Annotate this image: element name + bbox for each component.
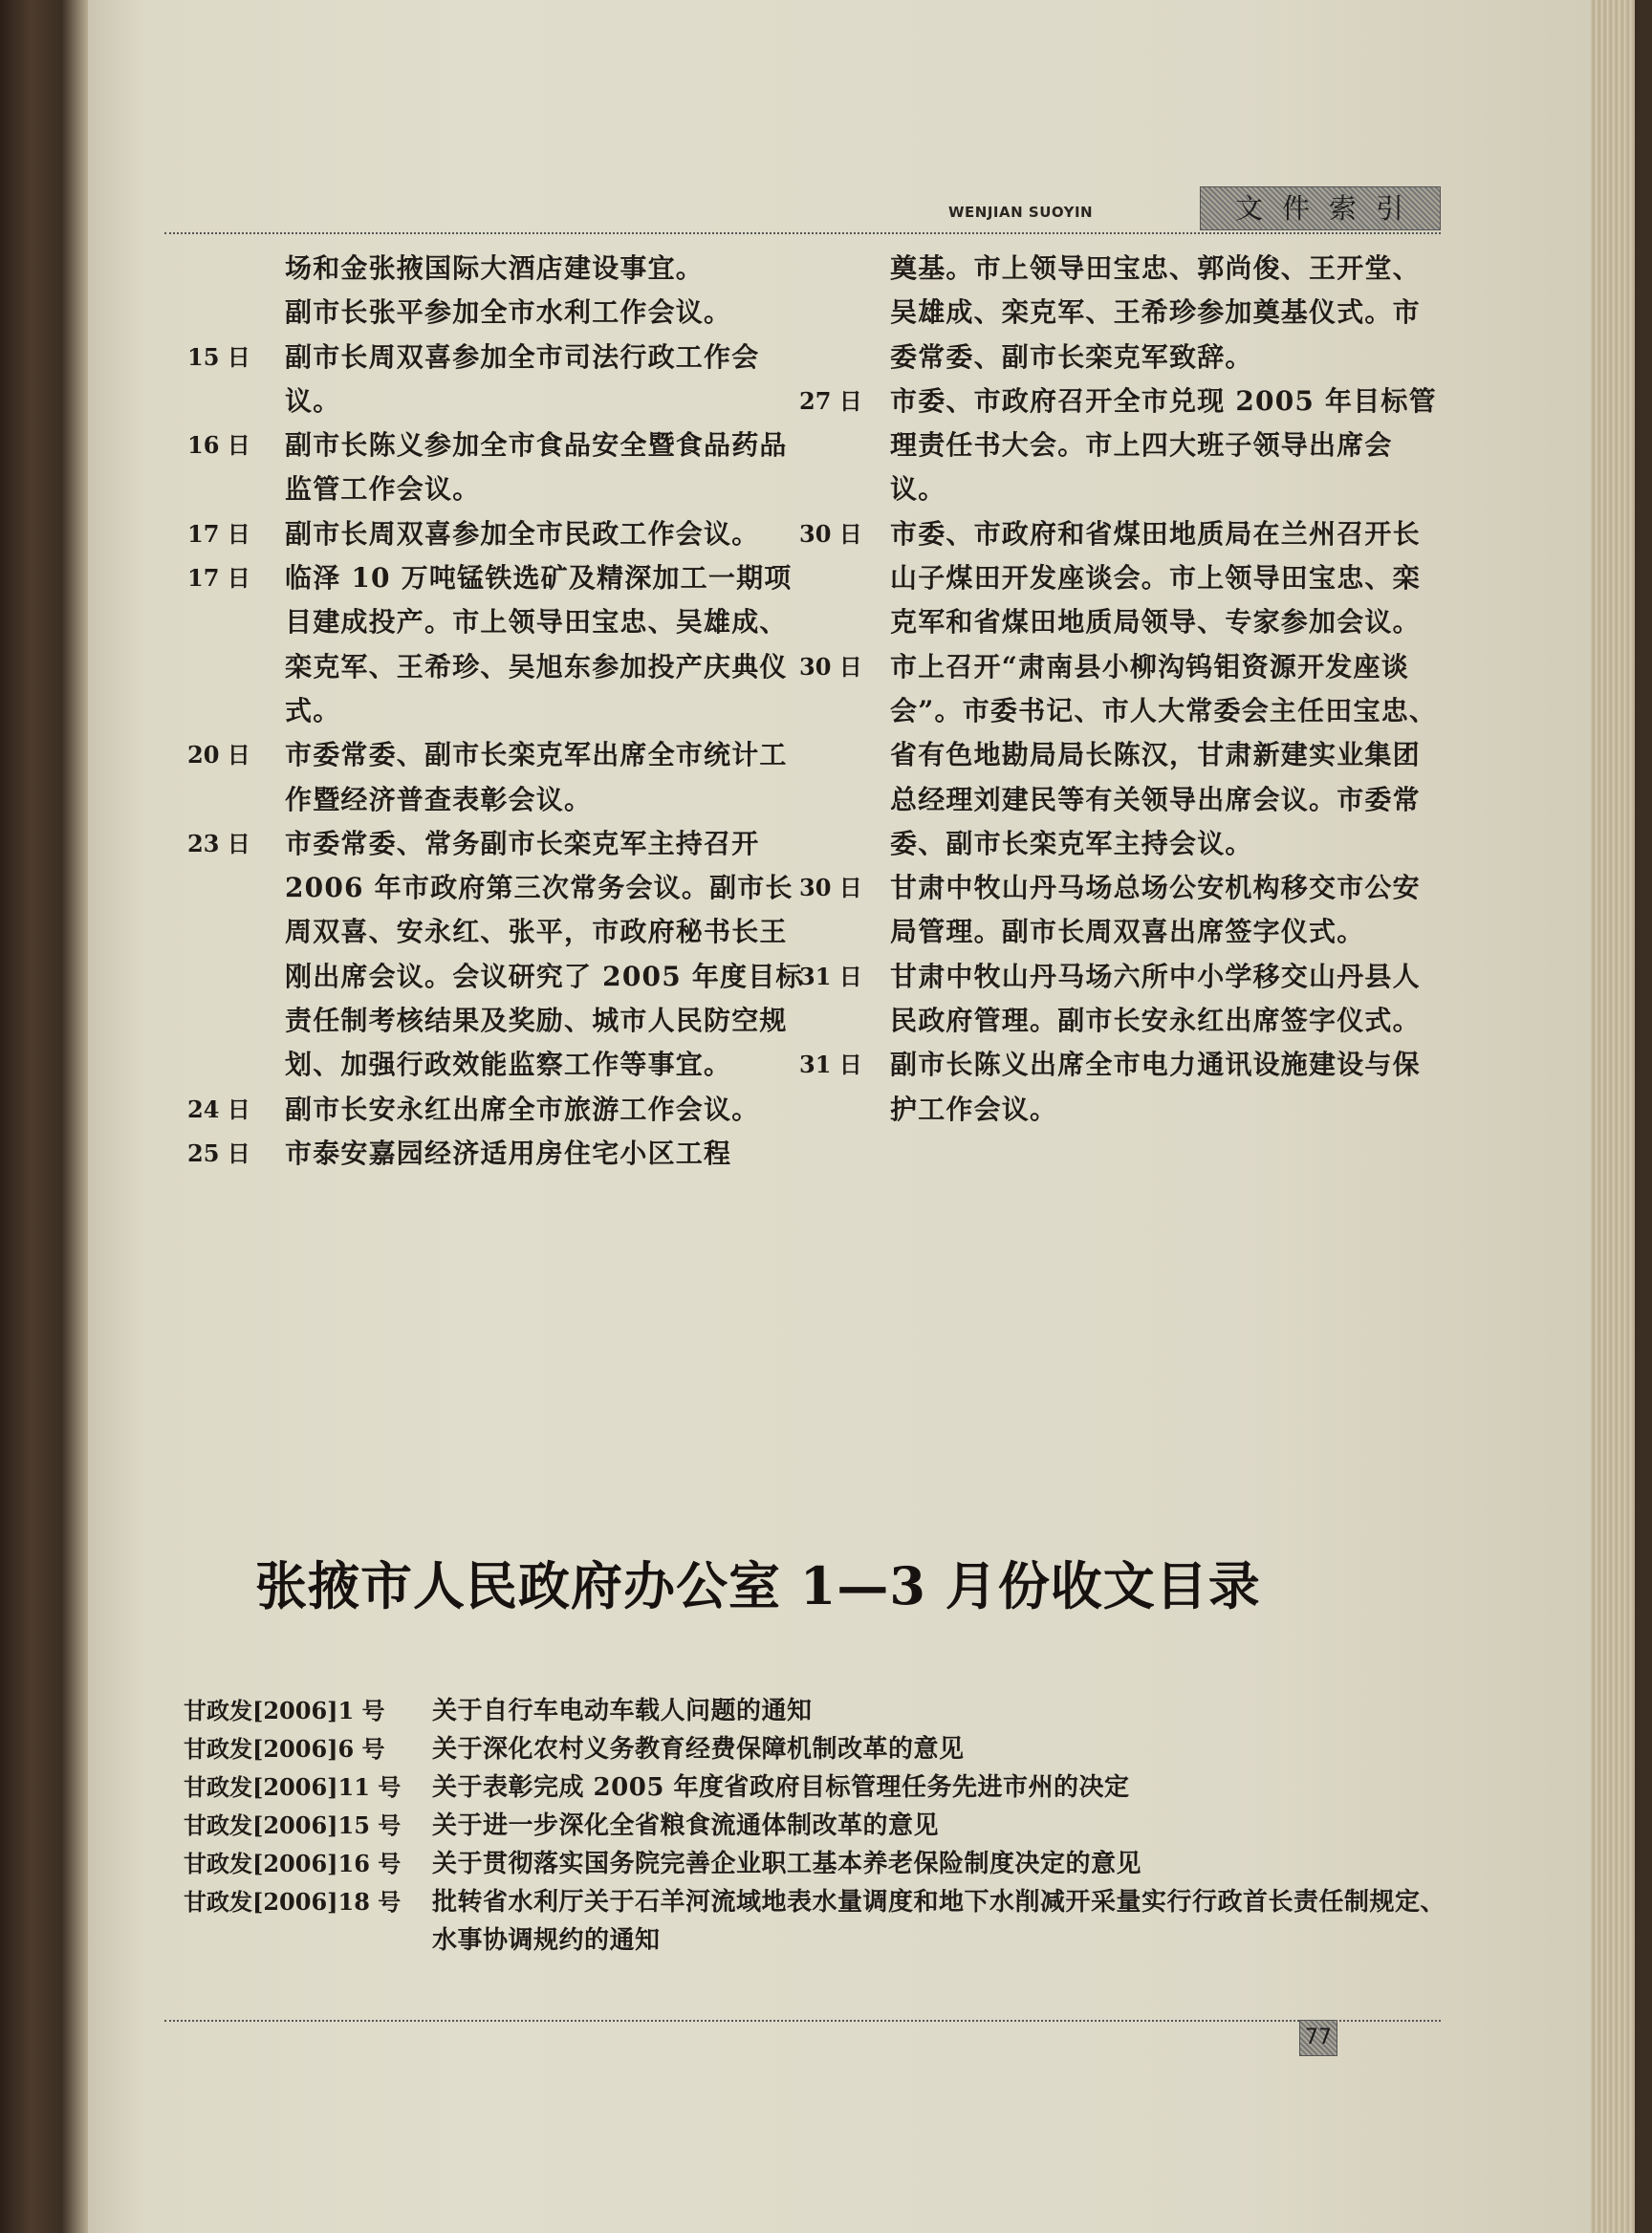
event-entry: [795, 512, 1446, 645]
event-text: 甘肃中牧山丹马场六所中小学移交山丹县人民政府管理。副市长安永红出席签字仪式。: [890, 960, 1421, 1037]
event-text: 副市长周双喜参加全市司法行政工作会议。: [285, 340, 760, 417]
document-number: 甘政发[2006]1 号: [184, 1697, 385, 1724]
catalog-row: [184, 1807, 1455, 1845]
event-day: [184, 291, 285, 335]
document-number: 甘政发[2006]11 号: [184, 1773, 402, 1801]
document-title: 批转省水利厅关于石羊河流域地表水量调度和地下水削减开采量实行行政首长责任制规定、水事协调规约的通知: [432, 1888, 1446, 1955]
event-day: 15 日: [187, 342, 250, 371]
event-text: 市委常委、常务副市长栾克军主持召开 2006 年市政府第三次常务会议。副市长周双喜、安永红、张平，市政府秘书长王刚出席会议。会议研究了 2005 年度目标责任制考核结果及奖励、城市人民防空规划、加强行政效能监察工作等事宜。: [285, 827, 804, 1081]
footer-rule: [164, 2020, 1441, 2022]
event-entry: [184, 1088, 815, 1132]
event-day: 25 日: [187, 1138, 250, 1167]
event-entry: [795, 866, 1446, 955]
event-entry: [184, 512, 815, 556]
event-day: 16 日: [187, 431, 250, 460]
event-day: [184, 247, 285, 291]
event-day: 17 日: [187, 519, 250, 548]
document-title: 关于贯彻落实国务院完善企业职工基本养老保险制度决定的意见: [432, 1850, 1142, 1878]
page-edge: [1591, 0, 1652, 2233]
event-text: 场和金张掖国际大酒店建设事宜。: [285, 252, 705, 284]
event-entry: [795, 645, 1446, 866]
event-day: 30 日: [799, 652, 862, 681]
catalog-row: [184, 1768, 1455, 1807]
event-text: 市上召开“肃南县小柳沟钨钼资源开发座谈会”。市委书记、市人大常委会主任田宝忠、省有色地勘局局长陈汉，甘肃新建实业集团总经理刘建民等有关领导出席会议。市委常委、副市长栾克军主持会议。: [890, 650, 1438, 859]
right-column: [795, 247, 1446, 1132]
header-pinyin: WENJIAN SUOYIN: [948, 204, 1094, 221]
event-text: 市泰安嘉园经济适用房住宅小区工程: [285, 1137, 732, 1169]
section-title: 张掖市人民政府办公室 1—3 月份收文目录: [255, 1555, 1261, 1616]
event-entry: [184, 291, 815, 335]
catalog-row: [184, 1883, 1455, 1960]
event-day: [795, 247, 890, 379]
document-number: 甘政发[2006]6 号: [184, 1735, 385, 1763]
event-entry: [795, 955, 1446, 1044]
document-title: 关于进一步深化全省粮食流通体制改革的意见: [432, 1811, 940, 1840]
left-column: [184, 247, 815, 1176]
event-day: 17 日: [187, 564, 250, 593]
event-entry: [184, 247, 815, 291]
event-text: 临泽 10 万吨锰铁选矿及精深加工一期项目建成投产。市上领导田宝忠、吴雄成、栾克军、王希珍、吴旭东参加投产庆典仪式。: [285, 562, 793, 726]
catalog-row: [184, 1730, 1455, 1768]
document-title: 关于表彰完成 2005 年度省政府目标管理任务先进市州的决定: [432, 1773, 1130, 1802]
event-text: 副市长陈义参加全市食品安全暨食品药品监管工作会议。: [285, 429, 788, 506]
document-title: 关于深化农村义务教育经费保障机制改革的意见: [432, 1735, 965, 1764]
event-entry: [184, 556, 815, 733]
document-catalog: [184, 1692, 1455, 1960]
document-number: 甘政发[2006]15 号: [184, 1811, 402, 1839]
event-text: 市委、市政府和省煤田地质局在兰州召开长山子煤田开发座谈会。市上领导田宝忠、栾克军和省煤田地质局领导、专家参加会议。: [890, 517, 1421, 639]
event-day: 20 日: [187, 741, 250, 770]
header-rule: [164, 232, 1441, 234]
event-entry: [795, 1043, 1446, 1132]
event-text: 副市长安永红出席全市旅游工作会议。: [285, 1093, 760, 1125]
event-text: 市委常委、副市长栾克军出席全市统计工作暨经济普查表彰会议。: [285, 739, 788, 815]
header-label: 文件索引: [1234, 192, 1423, 225]
running-header: [948, 186, 1446, 232]
event-entry: [184, 822, 815, 1088]
document-number: 甘政发[2006]18 号: [184, 1888, 402, 1916]
event-text: 奠基。市上领导田宝忠、郭尚俊、王开堂、吴雄成、栾克军、王希珍参加奠基仪式。市委常委、副市长栾克军致辞。: [890, 252, 1421, 373]
catalog-row: [184, 1845, 1455, 1883]
event-text: 市委、市政府召开全市兑现 2005 年目标管理责任书大会。市上四大班子领导出席会议。: [890, 384, 1437, 506]
event-text: 副市长周双喜参加全市民政工作会议。: [285, 517, 760, 550]
event-text: 甘肃中牧山丹马场总场公安机构移交市公安局管理。副市长周双喜出席签字仪式。: [890, 872, 1421, 948]
book-spine-shadow: [0, 0, 88, 2233]
event-day: 30 日: [799, 519, 862, 548]
document-number: 甘政发[2006]16 号: [184, 1850, 402, 1877]
event-day: 31 日: [799, 962, 862, 990]
event-text: 副市长张平参加全市水利工作会议。: [285, 296, 732, 329]
event-day: 24 日: [187, 1095, 250, 1123]
event-entry: [184, 1132, 815, 1176]
document-page: [88, 0, 1591, 2233]
header-label-box: [1200, 186, 1441, 230]
page-number: 77: [1299, 2020, 1337, 2056]
document-title: 关于自行车电动车载人问题的通知: [432, 1697, 813, 1725]
event-entry: [184, 336, 815, 424]
event-day: 23 日: [187, 829, 250, 857]
event-day: 31 日: [799, 1051, 862, 1079]
catalog-row: [184, 1692, 1455, 1730]
event-day: 27 日: [799, 386, 862, 415]
event-text: 副市长陈义出席全市电力通讯设施建设与保护工作会议。: [890, 1049, 1421, 1125]
event-entry: [795, 379, 1446, 512]
event-day: 30 日: [799, 874, 862, 902]
event-entry: [795, 247, 1446, 379]
event-entry: [184, 733, 815, 822]
event-entry: [184, 423, 815, 512]
